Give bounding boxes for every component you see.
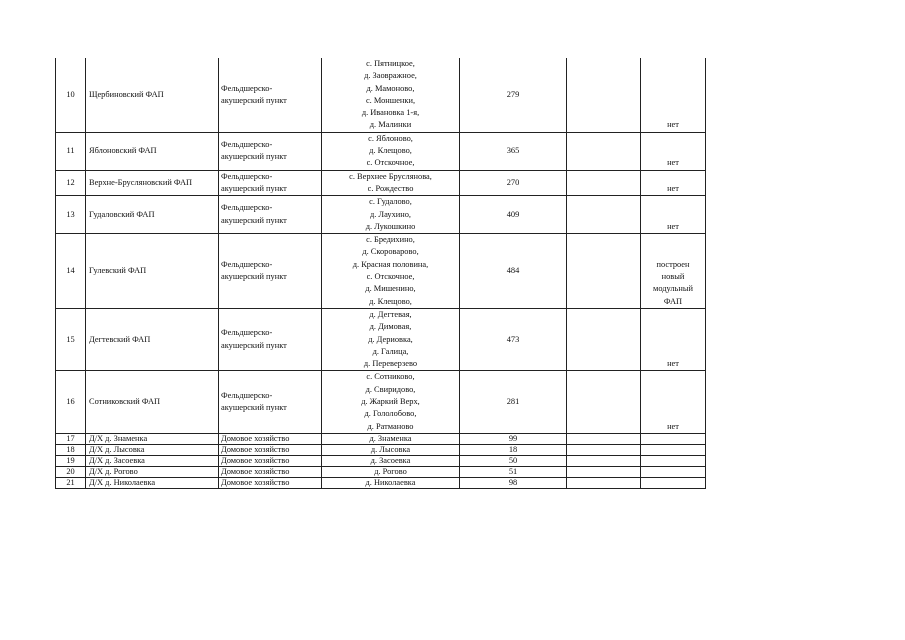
settlement-item: д. Засоевка <box>370 455 411 465</box>
facility-name: Д/Х д. Лысовка <box>86 444 219 455</box>
facility-type <box>219 466 322 477</box>
facility-type-line: Домовое хозяйство <box>221 444 290 454</box>
settlement-item: д. Димовая, <box>369 322 412 332</box>
settlements-list <box>322 234 460 309</box>
note-cell <box>641 433 706 444</box>
settlement-item: д. Знаменка <box>369 433 412 443</box>
settlement-item: с. Яблоново, <box>368 133 413 143</box>
population-count: 50 <box>460 455 567 466</box>
facility-type-line: акушерский пункт <box>221 95 287 105</box>
settlements-list <box>322 196 460 234</box>
note-line: нет <box>667 120 679 130</box>
facility-name: Гулевский ФАП <box>86 234 219 309</box>
row-number: 19 <box>56 455 86 466</box>
facility-type-line: акушерский пункт <box>221 403 287 413</box>
note-cell <box>641 444 706 455</box>
settlement-item: д. Красная половина, <box>352 259 429 269</box>
row-number: 13 <box>56 196 86 234</box>
population-count: 409 <box>460 196 567 234</box>
settlement-item: д. Свиридово, <box>365 384 416 394</box>
row-number: 17 <box>56 433 86 444</box>
note-cell <box>641 477 706 488</box>
settlement-item: д. Мамоново, <box>366 83 415 93</box>
empty-cell <box>567 308 641 370</box>
table-row <box>56 477 706 488</box>
settlements-list <box>322 170 460 196</box>
table-row <box>56 58 706 132</box>
facility-type <box>219 444 322 455</box>
facility-type-line: акушерский пункт <box>221 340 287 350</box>
settlement-item: д. Лаухино, <box>369 209 412 219</box>
facility-type-line: Фельдшерско- <box>221 203 273 213</box>
facility-type <box>219 308 322 370</box>
facility-type-line: акушерский пункт <box>221 183 287 193</box>
settlements-list <box>322 433 460 444</box>
empty-cell <box>567 433 641 444</box>
facility-type <box>219 371 322 433</box>
population-count: 279 <box>460 58 567 132</box>
settlement-item: д. Гололобово, <box>364 409 417 419</box>
note-line: модульный <box>653 284 693 294</box>
note-cell <box>641 196 706 234</box>
population-count: 99 <box>460 433 567 444</box>
settlements-list <box>322 466 460 477</box>
table-row <box>56 170 706 196</box>
note-cell <box>641 132 706 170</box>
settlements-list <box>322 455 460 466</box>
settlements-list <box>322 371 460 433</box>
note-line: нет <box>667 221 679 231</box>
facility-type-line: Фельдшерско- <box>221 83 273 93</box>
empty-cell <box>567 170 641 196</box>
row-number: 21 <box>56 477 86 488</box>
settlement-item: д. Малинки <box>369 120 412 130</box>
facility-name: Д/Х д. Николаевка <box>86 477 219 488</box>
row-number: 10 <box>56 58 86 132</box>
row-number: 11 <box>56 132 86 170</box>
table-row <box>56 234 706 309</box>
facility-name: Сотниковский ФАП <box>86 371 219 433</box>
empty-cell <box>567 371 641 433</box>
table-row <box>56 455 706 466</box>
note-line: построен <box>656 259 690 269</box>
settlement-item: с. Пятницкое, <box>366 59 415 68</box>
settlement-item: д. Галица, <box>372 346 409 356</box>
table-row <box>56 433 706 444</box>
facilities-table <box>55 58 706 489</box>
settlement-item: с. Бредихино, <box>366 235 415 245</box>
empty-cell <box>567 132 641 170</box>
facility-type <box>219 196 322 234</box>
note-line: нет <box>667 158 679 168</box>
facility-type-line: акушерский пункт <box>221 272 287 282</box>
facility-type <box>219 433 322 444</box>
empty-cell <box>567 455 641 466</box>
settlement-item: д. Дериовка, <box>368 334 413 344</box>
row-number: 15 <box>56 308 86 370</box>
facility-name: Д/Х д. Знаменка <box>86 433 219 444</box>
note-cell <box>641 466 706 477</box>
table-row <box>56 308 706 370</box>
settlement-item: д. Рогово <box>374 466 407 476</box>
population-count: 281 <box>460 371 567 433</box>
empty-cell <box>567 234 641 309</box>
settlement-item: д. Переверзево <box>363 359 418 369</box>
population-count: 270 <box>460 170 567 196</box>
facility-type-line: Домовое хозяйство <box>221 466 290 476</box>
settlement-item: д. Николаевка <box>365 477 416 487</box>
population-count: 98 <box>460 477 567 488</box>
population-count: 18 <box>460 444 567 455</box>
facility-type <box>219 58 322 132</box>
settlement-item: д. Клещово, <box>369 296 412 306</box>
row-number: 20 <box>56 466 86 477</box>
note-line: нет <box>667 359 679 369</box>
row-number: 18 <box>56 444 86 455</box>
settlements-list <box>322 58 460 132</box>
facility-name: Д/Х д. Засоевка <box>86 455 219 466</box>
facility-type-line: Домовое хозяйство <box>221 433 290 443</box>
facility-type <box>219 455 322 466</box>
settlement-item: с. Моншенки, <box>365 95 416 105</box>
settlement-item: д. Лысовка <box>370 444 411 454</box>
empty-cell <box>567 58 641 132</box>
note-cell <box>641 234 706 309</box>
settlements-list <box>322 477 460 488</box>
table-row <box>56 444 706 455</box>
facility-name: Щербиновский ФАП <box>86 58 219 132</box>
note-line: нет <box>667 183 679 193</box>
facility-name: Верхне-Брусляновский ФАП <box>86 170 219 196</box>
empty-cell <box>567 196 641 234</box>
settlement-item: с. Сотниково, <box>366 372 415 382</box>
settlement-item: с. Верхнее Бруслянова, <box>349 171 432 181</box>
settlement-item: д. Заовражное, <box>364 71 417 81</box>
settlement-item: с. Отскочное, <box>366 272 415 282</box>
empty-cell <box>567 444 641 455</box>
settlement-item: д. Дегтевая, <box>369 309 412 319</box>
settlements-list <box>322 444 460 455</box>
facility-type-line: Фельдшерско- <box>221 171 273 181</box>
settlement-item: д. Ивановка 1-я, <box>361 108 420 118</box>
settlements-list <box>322 132 460 170</box>
settlement-item: д. Мишенино, <box>365 284 416 294</box>
table-row <box>56 466 706 477</box>
settlement-item: д. Ратманово <box>367 421 414 431</box>
facility-name: Д/Х д. Рогово <box>86 466 219 477</box>
empty-cell <box>567 466 641 477</box>
settlement-item: с. Отскочное, <box>366 158 415 168</box>
note-line: ФАП <box>663 296 683 306</box>
facility-name: Яблоновский ФАП <box>86 132 219 170</box>
settlement-item: д. Скороварово, <box>362 247 419 257</box>
facility-name: Дегтевский ФАП <box>86 308 219 370</box>
row-number: 12 <box>56 170 86 196</box>
note-cell <box>641 455 706 466</box>
population-count: 473 <box>460 308 567 370</box>
facility-type <box>219 170 322 196</box>
facility-type <box>219 477 322 488</box>
settlements-list <box>322 308 460 370</box>
settlement-item: д. Жаркий Верх, <box>361 397 420 407</box>
population-count: 365 <box>460 132 567 170</box>
row-number: 16 <box>56 371 86 433</box>
table-row <box>56 196 706 234</box>
note-cell <box>641 58 706 132</box>
facility-type-line: Фельдшерско- <box>221 259 273 269</box>
facility-type <box>219 132 322 170</box>
table-row <box>56 371 706 433</box>
settlement-item: д. Лукошкино <box>365 221 416 231</box>
note-cell <box>641 371 706 433</box>
row-number: 14 <box>56 234 86 309</box>
note-cell <box>641 308 706 370</box>
population-count: 51 <box>460 466 567 477</box>
facility-name: Гудаловский ФАП <box>86 196 219 234</box>
settlement-item: с. Гудалово, <box>369 197 412 207</box>
note-cell <box>641 170 706 196</box>
facility-type-line: Фельдшерско- <box>221 328 273 338</box>
facility-type-line: Домовое хозяйство <box>221 455 290 465</box>
settlement-item: д. Клещово, <box>369 146 412 156</box>
facility-type-line: акушерский пункт <box>221 152 287 162</box>
empty-cell <box>567 477 641 488</box>
facility-type-line: Фельдшерско- <box>221 390 273 400</box>
facility-type-line: Фельдшерско- <box>221 139 273 149</box>
settlement-item: с. Рождество <box>367 183 414 193</box>
note-line: нет <box>667 421 679 431</box>
table-row <box>56 132 706 170</box>
facility-type-line: акушерский пункт <box>221 215 287 225</box>
facility-type <box>219 234 322 309</box>
note-line: новый <box>661 272 685 282</box>
population-count: 484 <box>460 234 567 309</box>
facility-type-line: Домовое хозяйство <box>221 477 290 487</box>
